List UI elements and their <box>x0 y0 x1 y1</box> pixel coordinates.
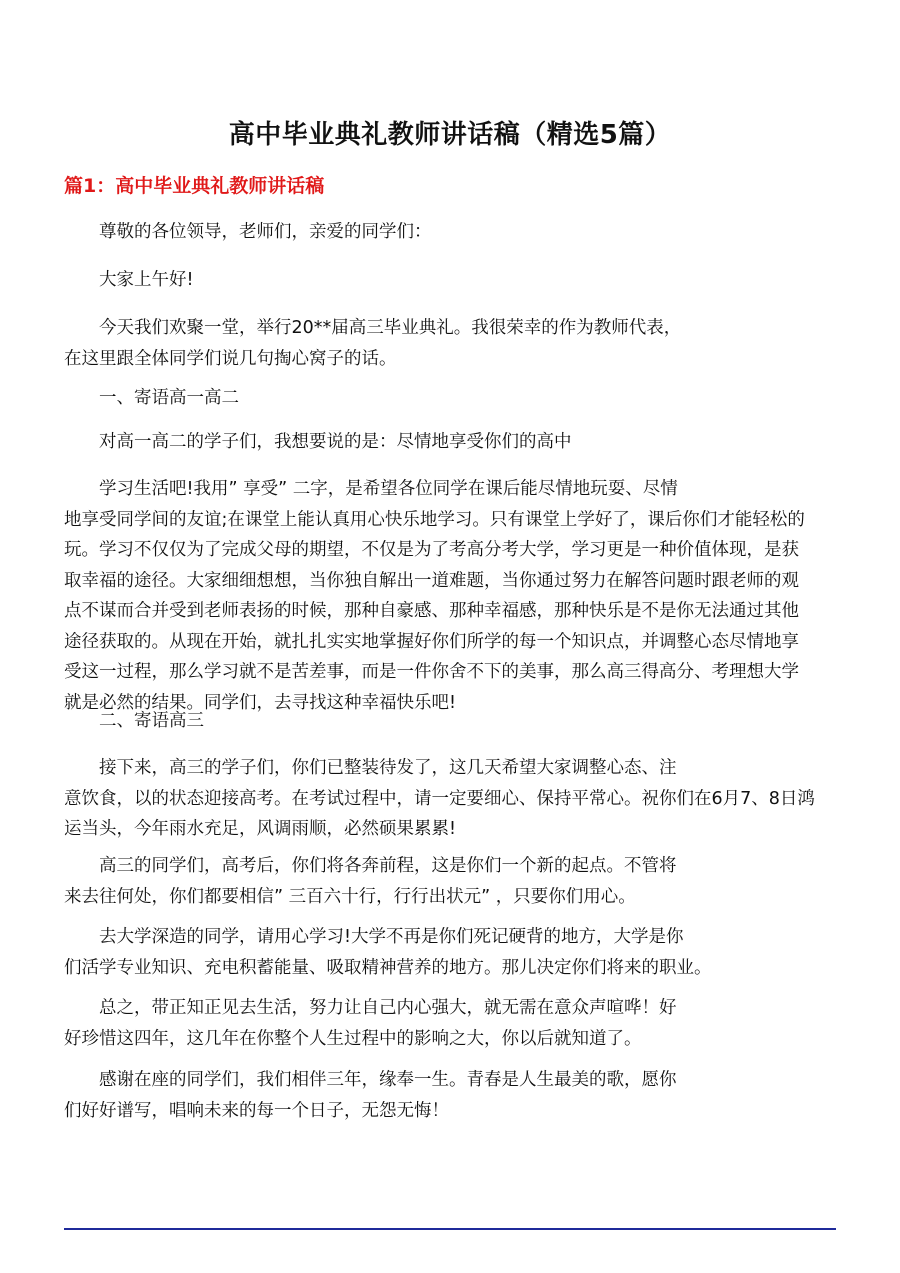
paragraph-line: 一、寄语高一高二 <box>99 388 239 408</box>
paragraph-good-morning <box>64 265 844 296</box>
paragraph-line: 运当头，今年雨水充足，风调雨顺，必然硕果累累! <box>64 819 457 839</box>
paragraph-line: 意饮食，以的状态迎接高考。在考试过程中，请一定要细心、保持平常心。祝你们在6月7、8日鸿 <box>64 788 815 809</box>
paragraph-university <box>64 922 844 983</box>
paragraph-line: 对高一高二的学子们，我想要说的是：尽情地享受你们的高中 <box>99 432 572 452</box>
paragraph-line: 二、寄语高三 <box>99 711 204 731</box>
footer-divider <box>64 1228 836 1230</box>
paragraph-line: 接下来，高三的学子们，你们已整装待发了，这几天希望大家调整心态、注 <box>99 758 677 778</box>
subheading-grade-one-two <box>64 383 844 414</box>
paragraph-intro <box>64 313 844 374</box>
paragraph-line: 感谢在座的同学们，我们相伴三年，缘奉一生。青春是人生最美的歌，愿你 <box>99 1070 677 1090</box>
paragraph-line: 总之，带正知正见去生活，努力让自己内心强大，就无需在意众声喧哗！好 <box>99 998 677 1018</box>
paragraph-line: 玩。学习不仅仅为了完成父母的期望，不仅是为了考高分考大学，学习更是一种价值体现，是获 <box>64 540 799 560</box>
paragraph-line: 们活学专业知识、充电积蓄能量、吸取精神营养的地方。那儿决定你们将来的职业。 <box>64 957 712 978</box>
paragraph-line: 大家上午好! <box>99 270 194 290</box>
paragraph-line: 取幸福的途径。大家细细想想，当你独自解出一道难题，当你通过努力在解答问题时跟老师的观 <box>64 570 799 591</box>
paragraph-line: 好珍惜这四年，这几年在你整个人生过程中的影响之大，你以后就知道了。 <box>64 1028 642 1049</box>
paragraph-grade-three-future <box>64 851 844 912</box>
paragraph-line: 高三的同学们，高考后，你们将各奔前程，这是你们一个新的起点。不管将 <box>99 856 677 876</box>
paragraph-line: 在这里跟全体同学们说几句掏心窝子的话。 <box>64 348 397 369</box>
paragraph-line: 学习生活吧!我用” 享受” 二字，是希望各位同学在课后能尽情地玩耍、尽情 <box>99 479 678 499</box>
paragraph-line: 们好好谱写，唱响未来的每一个日子，无怨无悔！ <box>64 1100 449 1121</box>
paragraph-line: 受这一过程，那么学习就不是苦差事，而是一件你舍不下的美事，那么高三得高分、考理想大学 <box>64 662 799 682</box>
paragraph-grade-one-two-body <box>64 474 844 718</box>
paragraph-grade-one-two-opening <box>64 427 844 458</box>
paragraph-line: 就是必然的结果。同学们，去寻找这种幸福快乐吧! <box>64 692 457 713</box>
paragraph-line: 来去往何处，你们都要相信” 三百六十行，行行出状元” ，只要你们用心。 <box>64 886 636 907</box>
paragraph-line: 地享受同学间的友谊;在课堂上能认真用心快乐地学习。只有课堂上学好了，课后你们才能轻松的 <box>64 509 805 530</box>
paragraph-line: 途径获取的。从现在开始，就扎扎实实地掌握好你们所学的每一个知识点，并调整心态尽情地享 <box>64 631 799 652</box>
paragraph-line: 今天我们欢聚一堂，举行20**届高三毕业典礼。我很荣幸的作为教师代表， <box>99 318 682 338</box>
paragraph-line: 点不谋而合并受到老师表扬的时候，那种自豪感、那种幸福感，那种快乐是不是你无法通过其他 <box>64 601 799 621</box>
document-title: 高中毕业典礼教师讲话稿（精选5篇） <box>228 120 672 150</box>
paragraph-line: 尊敬的各位领导，老师们，亲爱的同学们： <box>99 222 432 242</box>
paragraph-greeting <box>64 217 844 248</box>
paragraph-closing <box>64 1065 844 1126</box>
section-heading: 篇1：高中毕业典礼教师讲话稿 <box>64 175 325 197</box>
paragraph-line: 去大学深造的同学，请用心学习!大学不再是你们死记硬背的地方，大学是你 <box>99 927 684 947</box>
paragraph-grade-three-exam <box>64 753 844 845</box>
paragraph-summary <box>64 993 844 1054</box>
subheading-grade-three <box>64 706 844 737</box>
